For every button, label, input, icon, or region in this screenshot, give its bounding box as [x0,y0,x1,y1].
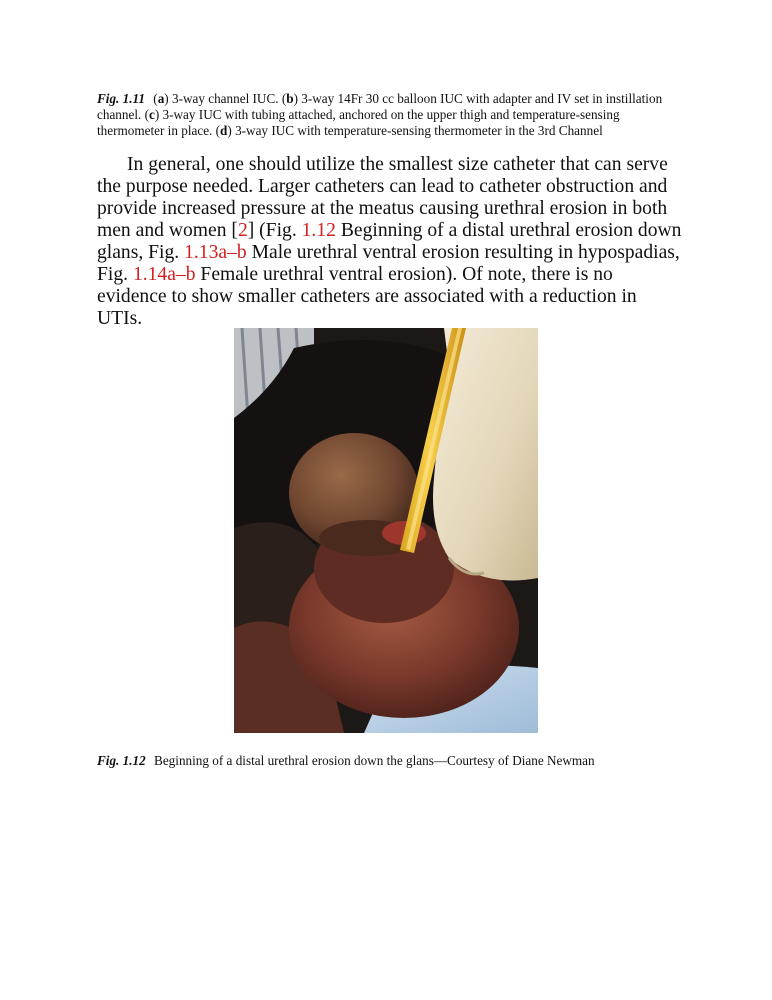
figure-1-11-caption: Fig. 1.11 (a) 3-way channel IUC. (b) 3-way 14Fr 30 cc balloon IUC with adapter and IV set in instillation channel. (c) 3-way IUC with tubing attached, anchored on the upper thigh and temperature-sensing thermometer in place. (d) 3-way IUC with temperature-sensing thermometer in the 3rd Channel [97,91,663,138]
figure-1-11-label: Fig. 1.11 [97,91,145,106]
figure-1-12-caption-text: Beginning of a distal urethral erosion down the glans—Courtesy of Diane Newman [154,753,595,768]
figure-1-12-label: Fig. 1.12 [97,753,146,768]
paragraph-text-3: Beginning of a distal urethral erosion down glans, Fig. [97,220,682,263]
paragraph-text-5: Female urethral ventral erosion). Of note, there is no evidence to show smaller catheters are associated with a reduction in UTIs. [97,264,637,329]
caption-part-b-text: ) 3-way 14Fr 30 cc balloon IUC with adapter and IV set in instillation channel. ( [97,91,663,122]
caption-part-c-letter: c [149,107,155,122]
figure-1-12-photo [234,328,538,733]
caption-part-a-letter: a [157,91,165,106]
caption-part-d-text: ) 3-way IUC with temperature-sensing thermometer in the 3rd Channel [227,123,603,138]
caption-part-b-letter: b [286,91,294,106]
caption-part-c-text: ) 3-way IUC with tubing attached, anchored on the upper thigh and temperature-sensing thermometer in place. ( [97,107,620,138]
body-paragraph [97,154,682,330]
reference-link-2[interactable]: 2 [237,220,248,241]
caption-part-d-letter: d [220,123,228,138]
figure-link-1-14[interactable]: 1.14a–b [132,264,196,285]
paragraph-text-4: Male urethral ventral erosion resulting in hypospadias, Fig. [97,242,680,285]
figure-1-12-caption [97,753,697,769]
paragraph-text-2: ] (Fig. [247,220,302,241]
caption-part-a-text: ) 3-way channel IUC. ( [164,91,287,106]
figure-link-1-12[interactable]: 1.12 [301,220,336,241]
figure-link-1-13[interactable]: 1.13a–b [184,242,247,263]
paragraph-text-1: In general, one should utilize the smallest size catheter that can serve the purpose needed. Larger catheters can lead to catheter obstruction and provide increased pressure at the meatus causing urethral erosion in both men and women [ [97,154,668,241]
